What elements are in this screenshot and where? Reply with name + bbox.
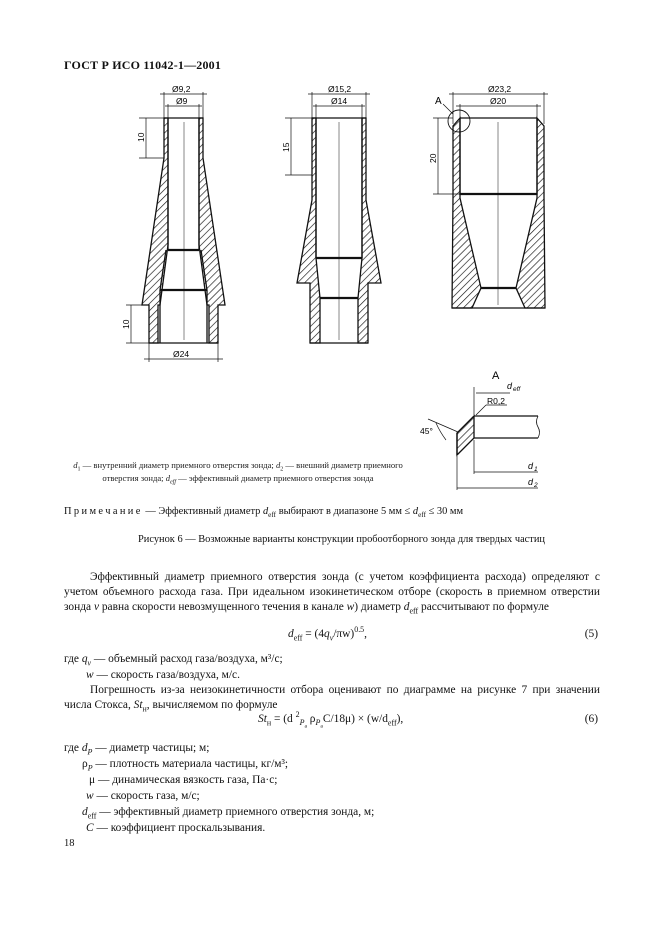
probe-2-height: 15 [281, 142, 291, 152]
figure-note: Примечание — Эффективный диаметр $d_{eff}$ выбирают в диапазоне 5 мм ≤ $d_{eff} \le 30$ мм [64, 506, 464, 520]
probe-1-base-diameter: Ø24 [173, 349, 190, 359]
probe-2-inner-diameter: Ø14 [331, 96, 348, 106]
definition-item: μ — динамическая вязкость газа, Па·с; [89, 774, 278, 786]
definitions-list-1 [64, 651, 283, 683]
formula-5: $d_{eff} = (4q_v/\pi w)^{0.5}$, [288, 625, 368, 643]
detail-d-eff-subscript: eff [513, 386, 521, 393]
detail-a-drawing [457, 416, 540, 455]
equation-number-6: (6) [584, 713, 598, 725]
detail-d-eff-symbol: d [507, 381, 513, 391]
page-number: 18 [64, 838, 75, 849]
definition-item: где $q_v$ — объемный расход газа/воздуха, м³/с; [64, 653, 283, 668]
probe-3-drawing [448, 110, 545, 308]
definition-item: w — скорость газа, м/с; [86, 790, 200, 802]
page-header: ГОСТ Р ИСО 11042-1—2001 [64, 58, 222, 72]
probe-1-bottom-height: 10 [121, 319, 131, 329]
probe-1-drawing [142, 118, 225, 343]
detail-d1-subscript: 1 [534, 466, 538, 473]
definition-item: где $d_P$ — диаметр частицы; м; [64, 742, 210, 757]
detail-d1-symbol: d [528, 461, 534, 471]
detail-radius: R0,2 [487, 396, 505, 406]
probe-1-inner-diameter: Ø9 [176, 96, 188, 106]
probe-3-inner-diameter: Ø20 [490, 96, 507, 106]
definition-item: w — скорость газа/воздуха, м/с. [86, 669, 240, 681]
detail-d2-subscript: 2 [534, 482, 538, 489]
detail-a-label: A [492, 370, 500, 382]
probe-3-dimensions [433, 92, 548, 194]
figure-caption: Рисунок 6 — Возможные варианты конструкции пробоотборного зонда для твердых частиц [138, 534, 545, 545]
formula-6: $St_н = (d$ $^2_{P_a}$ $\rho_{P_a}C/18\mu) \times (w/d_{eff})$, [258, 710, 404, 730]
definition-item: $d_{eff}$ — эффективный диаметр приемного отверстия зонда, м; [82, 806, 375, 821]
probe-2-drawing [297, 118, 381, 343]
figure-legend: $d_1$ — внутренний диаметр приемного отверстия зонда; $d_2$ — внешний диаметр приемного отверстия зонда; $d_{eff}$ — эффективный диаметр приемного отверстия зонда [73, 460, 403, 486]
probe-2-dimensions [285, 92, 370, 175]
probe-3-detail-marker: A [435, 96, 442, 107]
definitions-list-2 [64, 740, 374, 836]
detail-angle: 45° [420, 426, 433, 436]
paragraph-stokes-number: Погрешность из-за неизокинетичности отбора оценивают по диаграмме на рисунке 7 при значении числа Стокса, $St_н$, вычисляемом по формуле [64, 684, 600, 714]
probe-2-outer-diameter: Ø15,2 [328, 84, 352, 94]
detail-d2-symbol: d [528, 477, 534, 487]
probe-3-height: 20 [428, 153, 438, 163]
definition-item: $\rho_P$ — плотность материала частицы, кг/м³; [82, 758, 289, 773]
probe-1-outer-diameter: Ø9,2 [172, 84, 191, 94]
probe-1-top-height: 10 [136, 132, 146, 142]
equation-number-5: (5) [584, 628, 598, 640]
probe-3-outer-diameter: Ø23,2 [488, 84, 512, 94]
paragraph-effective-diameter: Эффективный диаметр приемного отверстия зонда (с учетом коэффициента расхода) определяют с учетом объемного расхода газа. При идеальном изокинетическом отборе (скорость в приемном отверстии зонда v равна скорости невозмущенного течения в канале w) диаметр $d_{eff}$ рассчитывают по формуле [64, 571, 600, 616]
definition-item: C — коэффициент проскальзывания. [86, 822, 266, 834]
